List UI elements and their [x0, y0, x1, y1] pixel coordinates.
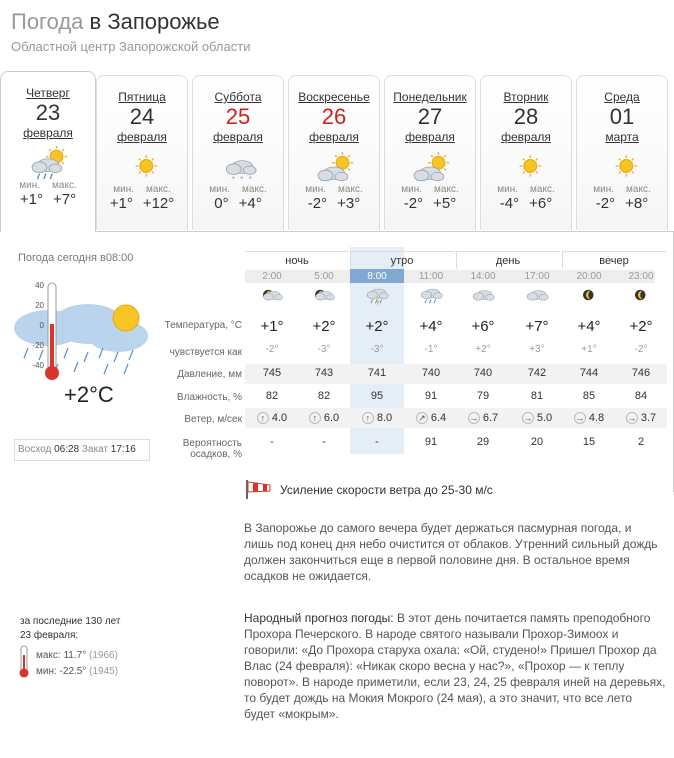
svg-text:*: *	[240, 173, 244, 184]
hour-label: 5:00	[314, 271, 334, 282]
hour-temp: +2°	[312, 318, 336, 335]
therm-tick: -40	[32, 361, 44, 370]
tab-month: февраля	[23, 126, 73, 140]
moon-icon	[575, 286, 601, 308]
hour-feels: -2°	[634, 344, 648, 355]
tab-min-temp: +1°	[109, 195, 133, 212]
tab-min-temp: -2°	[403, 195, 424, 212]
svg-text:*: *	[248, 173, 252, 184]
sun-cloud-icon	[312, 150, 356, 184]
tab-max-temp: +8°	[625, 195, 649, 212]
wind-direction-icon: ↑	[257, 412, 269, 424]
period-label: утро	[350, 251, 454, 267]
sun-cloud-icon	[408, 150, 452, 184]
history-line1: за последние 130 лет	[20, 616, 121, 627]
tab-month: февраля	[117, 130, 167, 144]
hour-feels: -1°	[424, 344, 438, 355]
hour-precip: 15	[582, 436, 596, 448]
hour-humidity: 79	[476, 390, 490, 402]
therm-tick: -20	[32, 341, 44, 350]
hour-humidity: 95	[370, 390, 384, 402]
tab-min-temp: -2°	[595, 195, 616, 212]
tab-max-label: макс.	[146, 184, 171, 195]
hour-temp: +4°	[419, 318, 443, 335]
hour-pressure: 740	[473, 367, 493, 379]
page-subtitle: Областной центр Запорожской области	[11, 39, 251, 54]
row-label-humidity: Влажность, %	[176, 392, 242, 403]
tab-month: февраля	[309, 130, 359, 144]
tab-min-temp: 0°	[214, 195, 229, 212]
hour-pressure: 744	[579, 367, 599, 379]
history-min-label: мин:	[36, 666, 57, 677]
tab-max-label: макс.	[626, 184, 651, 195]
hour-pressure: 740	[421, 367, 441, 379]
hour-feels: +2°	[475, 344, 491, 355]
period-label: вечер	[562, 251, 666, 267]
tab-month: марта	[605, 130, 639, 144]
tab-day-name[interactable]: Четверг	[26, 86, 70, 100]
page-title	[11, 9, 220, 35]
hour-feels: -3°	[317, 344, 331, 355]
tab-max-label: макс.	[338, 184, 363, 195]
day-tab[interactable]	[384, 75, 476, 230]
day-tab[interactable]	[288, 75, 380, 230]
hour-humidity: 82	[317, 390, 331, 402]
tab-date: 01	[609, 104, 635, 129]
cloud-icon	[523, 286, 549, 308]
tab-date: 26	[321, 104, 347, 129]
hour-feels: -2°	[265, 344, 279, 355]
wind-direction-icon: ↑	[362, 412, 374, 424]
sunrise-time: 06:28	[54, 444, 80, 455]
tab-min-label: мин.	[497, 184, 519, 195]
hour-feels: +1°	[581, 344, 597, 355]
hour-label: 17:00	[524, 271, 550, 282]
tab-date: 28	[513, 104, 539, 129]
hour-precip: -	[322, 436, 326, 448]
hour-precip: 29	[476, 436, 490, 448]
cloud-snow-icon	[216, 150, 260, 184]
hour-pressure: 741	[367, 367, 387, 379]
hour-temp: +6°	[471, 318, 495, 335]
tab-day-name[interactable]: Понедельник	[393, 90, 467, 104]
tab-max-label: макс.	[52, 180, 77, 191]
hour-wind: ↑ 6.0	[297, 412, 351, 424]
hour-humidity: 84	[634, 390, 648, 402]
sunset-time: 17:16	[110, 444, 136, 455]
hour-wind: → 5.0	[523, 412, 553, 424]
folk-forecast	[244, 610, 666, 722]
tab-max-temp: +7°	[53, 191, 77, 208]
sun-icon	[504, 150, 548, 184]
folk-text: В этот день почитается память преподобного Прохора Печерского. В народе святого называли Прохор-Зимоох и говорили: «До Прохора старуха охала: «Ой, студено!» Пришел Прохор да Влас (24 февраля): «Никак скоро весна у нас?», «Прохор — к теплу поворот». В народе приметили, если 23, 24, 25 февраля иней на деревьях, то будет дождь на Мокия Мокрого (24 мая), а это значит, что все лето будет «мокрым».	[244, 611, 666, 721]
hour-humidity: 85	[582, 390, 596, 402]
wind-direction-icon: →	[575, 413, 585, 424]
day-tab[interactable]	[96, 75, 188, 230]
tab-min-label: мин.	[593, 184, 615, 195]
hour-precip: 20	[530, 436, 544, 448]
tab-max-temp: +6°	[529, 195, 553, 212]
title-prefix: Погода	[11, 9, 84, 34]
hour-wind: → 6.7	[469, 412, 499, 424]
wind-direction-icon: ↑	[309, 412, 321, 424]
tab-month: февраля	[405, 130, 455, 144]
row-label-pressure: Давление, мм	[177, 369, 242, 380]
tab-date: 25	[225, 104, 251, 129]
tab-min-temp: +1°	[19, 191, 43, 208]
hour-feels: +3°	[529, 344, 545, 355]
tab-day-name[interactable]: Пятница	[118, 90, 166, 104]
tab-day-name[interactable]: Суббота	[214, 90, 262, 104]
sunrise-sunset	[14, 439, 150, 461]
tab-day-name[interactable]: Вторник	[503, 90, 549, 104]
cloud-icon	[469, 286, 495, 308]
hour-pressure: 746	[631, 367, 651, 379]
therm-tick: 0	[39, 321, 44, 330]
history-max-label: макс:	[36, 650, 61, 661]
hour-label: 20:00	[576, 271, 602, 282]
tab-date: 24	[129, 104, 155, 129]
sun-icon	[120, 150, 164, 184]
history-min-year: (1945)	[89, 666, 119, 677]
tab-max-temp: +5°	[433, 195, 457, 212]
wind-direction-icon: →	[469, 413, 479, 424]
wind-direction-icon: ↗	[416, 412, 428, 424]
folk-heading: Народный прогноз погоды:	[244, 611, 394, 625]
period-label: день	[456, 251, 560, 267]
hour-wind: → 4.8	[575, 412, 605, 424]
therm-tick: 40	[35, 281, 44, 290]
day-tab[interactable]	[192, 75, 284, 230]
tab-min-temp: -4°	[499, 195, 520, 212]
thermometer-icon	[18, 645, 30, 679]
hour-wind: → 3.7	[627, 412, 657, 424]
wind-alert	[244, 478, 493, 497]
tab-date: 27	[417, 104, 443, 129]
hour-temp: +2°	[629, 318, 653, 335]
hour-temp: +1°	[260, 318, 284, 335]
hour-temp: +4°	[577, 318, 601, 335]
hour-pressure: 742	[527, 367, 547, 379]
history-max-value: 11.7°	[63, 650, 87, 661]
tab-month: февраля	[213, 130, 263, 144]
therm-tick: 20	[35, 301, 44, 310]
tab-day-name[interactable]: Воскресенье	[298, 90, 370, 104]
cloud-rain-icon	[417, 286, 443, 308]
sunrise-label: Восход	[18, 444, 52, 455]
hour-humidity: 81	[530, 390, 544, 402]
current-temperature: +2°C	[64, 382, 114, 407]
forecast-description: В Запорожье до самого вечера будет держаться пасмурная погода, и лишь под конец дня небо очистится от облаков. Утренний сильный дождь должен закончиться еще в первой половине дня. В остальное время осадков не ожидается.	[244, 521, 658, 583]
cloud-rain-sun-icon	[26, 146, 70, 180]
wind-direction-icon: →	[627, 413, 637, 424]
hour-feels: -3°	[370, 344, 384, 355]
hour-label: 2:00	[262, 271, 282, 282]
tab-max-temp: +12°	[142, 195, 175, 212]
hour-precip: 91	[424, 436, 438, 448]
today-label: Погода сегодня в08:00	[18, 252, 134, 264]
tab-max-temp: +3°	[337, 195, 361, 212]
hour-temp: +7°	[525, 318, 549, 335]
day-tab[interactable]	[0, 71, 96, 232]
history-records	[18, 645, 158, 685]
tab-min-label: мин.	[401, 184, 423, 195]
hour-wind: ↗ 6.4	[404, 412, 458, 424]
moon-icon	[627, 286, 653, 308]
tab-month: февраля	[501, 130, 551, 144]
svg-text:*: *	[231, 173, 235, 184]
hour-wind: ↑ 8.0	[350, 412, 404, 424]
cloud-rain-lightning-icon	[363, 286, 389, 308]
tab-max-temp: +4°	[238, 195, 262, 212]
wind-direction-icon: →	[523, 413, 533, 424]
history-line2: 23 февраля:	[20, 630, 79, 641]
period-label: ночь	[245, 251, 349, 267]
row-label-wind: Ветер, м/сек	[184, 414, 242, 425]
tab-day-name[interactable]: Среда	[604, 90, 640, 104]
sunset-label: Закат	[81, 444, 109, 455]
thermometer-weather-illustration	[8, 278, 158, 388]
history-min-value: -22.5°	[59, 666, 87, 677]
tab-date: 23	[35, 100, 61, 125]
hour-temp: +2°	[365, 318, 389, 335]
row-label-feels: чувствуется как	[169, 347, 242, 358]
row-label-temp: Температура, °C	[164, 320, 242, 331]
hour-pressure: 743	[314, 367, 334, 379]
hour-pressure: 745	[262, 367, 282, 379]
hour-label: 11:00	[418, 271, 444, 282]
hour-humidity: 91	[424, 390, 438, 402]
history-max	[36, 650, 118, 661]
moon-cloud-icon	[258, 286, 284, 308]
tab-max-label: макс.	[242, 184, 267, 195]
day-tab[interactable]	[576, 75, 668, 230]
hour-label: 8:00	[367, 271, 387, 282]
row-label-precip: Вероятность осадков, %	[182, 438, 242, 460]
tab-min-label: мин.	[113, 184, 135, 195]
sun-icon	[600, 150, 644, 184]
history-max-year: (1966)	[89, 650, 118, 661]
tab-min-label: мин.	[305, 184, 327, 195]
title-city: в Запорожье	[89, 9, 220, 34]
tab-min-label: мин.	[209, 184, 231, 195]
hour-humidity: 82	[265, 390, 279, 402]
hour-label: 23:00	[628, 271, 654, 282]
hour-precip: -	[270, 436, 274, 448]
tab-min-label: мин.	[19, 180, 41, 191]
hour-wind: ↑ 4.0	[245, 412, 299, 424]
moon-cloud-icon	[310, 286, 336, 308]
tab-max-label: макс.	[530, 184, 555, 195]
history-min	[36, 666, 118, 677]
tab-max-label: макс.	[434, 184, 459, 195]
hour-precip: -	[375, 436, 379, 448]
hour-precip: 2	[637, 436, 645, 448]
history-title	[20, 615, 120, 643]
day-tab[interactable]	[480, 75, 572, 230]
hour-label: 14:00	[470, 271, 496, 282]
alert-text: Усиление скорости ветра до 25-30 м/с	[280, 483, 493, 497]
tab-min-temp: -2°	[307, 195, 328, 212]
day-tabs	[0, 71, 674, 231]
